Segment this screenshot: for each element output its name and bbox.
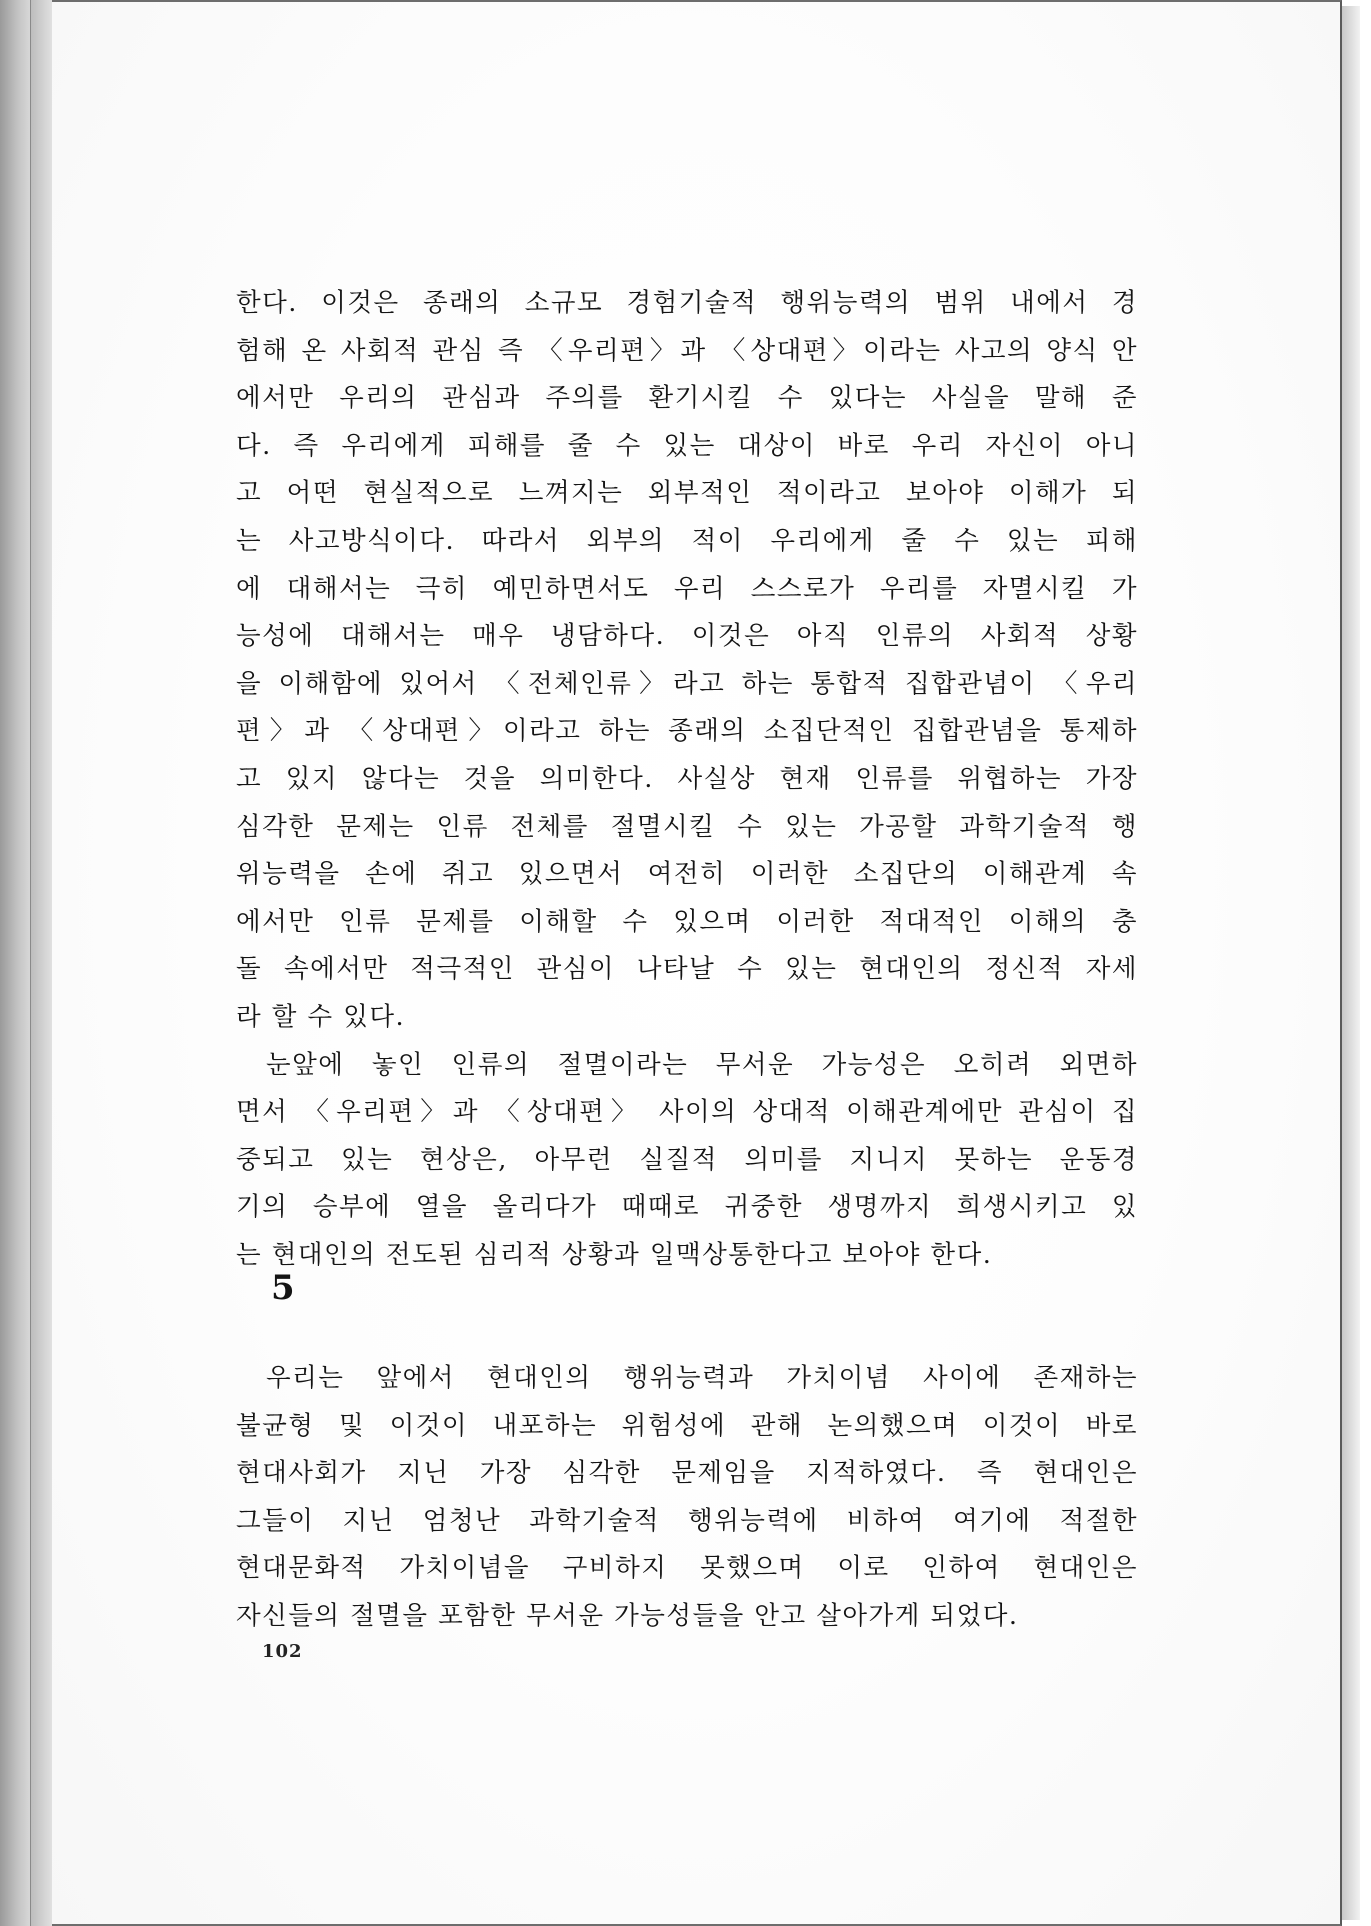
text-line: 현대사회가 지닌 가장 심각한 문제임을 지적하였다. 즉 현대인은 bbox=[236, 1458, 1138, 1489]
section-number: 5 bbox=[271, 1268, 295, 1308]
text-line: 기의 승부에 열을 올리다가 때때로 귀중한 생명까지 희생시키고 있 bbox=[236, 1192, 1138, 1223]
text-line: 돌 속에서만 적극적인 관심이 나타날 수 있는 현대인의 정신적 자세 bbox=[236, 954, 1138, 985]
page-number: 102 bbox=[262, 1641, 303, 1662]
text-line: 눈앞에 놓인 인류의 절멸이라는 무서운 가능성은 오히려 외면하 bbox=[266, 1049, 1138, 1080]
text-line: 그들이 지닌 엄청난 과학기술적 행위능력에 비하여 여기에 적절한 bbox=[236, 1505, 1138, 1536]
text-line: 고 있지 않다는 것을 의미한다. 사실상 현재 인류를 위협하는 가장 bbox=[236, 763, 1138, 794]
text-line: 우리는 앞에서 현대인의 행위능력과 가치이념 사이에 존재하는 bbox=[266, 1363, 1138, 1393]
page-edge-shadow bbox=[1342, 6, 1360, 1920]
body-text-top bbox=[236, 280, 1138, 1279]
text-line: 자신들의 절멸을 포함한 무서운 가능성들을 안고 살아가게 되었다. bbox=[236, 1600, 1019, 1631]
text-line: 는 현대인의 전도된 심리적 상황과 일맥상통한다고 보아야 한다. bbox=[236, 1239, 993, 1270]
text-line: 현대문화적 가치이념을 구비하지 못했으며 이로 인하여 현대인은 bbox=[236, 1553, 1138, 1584]
text-line: 심각한 문제는 인류 전체를 절멸시킬 수 있는 가공할 과학기술적 행 bbox=[236, 811, 1138, 842]
spine-edge bbox=[30, 0, 53, 1926]
body-text-bottom bbox=[236, 1355, 1138, 1641]
text-line: 불균형 및 이것이 내포하는 위험성에 관해 논의했으며 이것이 바로 bbox=[236, 1410, 1138, 1441]
text-line: 에서만 인류 문제를 이해할 수 있으며 이러한 적대적인 이해의 충 bbox=[236, 906, 1138, 937]
text-line: 위능력을 손에 쥐고 있으면서 여전히 이러한 소집단의 이해관계 속 bbox=[236, 859, 1138, 890]
text-line: 고 어떤 현실적으로 느껴지는 외부적인 적이라고 보아야 이해가 되 bbox=[236, 478, 1138, 509]
text-line: 편〉과 〈상대편〉이라고 하는 종래의 소집단적인 집합관념을 통제하 bbox=[236, 716, 1138, 747]
text-line: 에 대해서는 극히 예민하면서도 우리 스스로가 우리를 자멸시킬 가 bbox=[236, 573, 1138, 604]
text-line: 에서만 우리의 관심과 주의를 환기시킬 수 있다는 사실을 말해 준 bbox=[236, 383, 1138, 414]
text-line: 험해 온 사회적 관심 즉 〈우리편〉과 〈상대편〉이라는 사고의 양식 안 bbox=[236, 335, 1138, 366]
text-line: 는 사고방식이다. 따라서 외부의 적이 우리에게 줄 수 있는 피해 bbox=[236, 525, 1138, 556]
text-line: 중되고 있는 현상은, 아무런 실질적 의미를 지니지 못하는 운동경 bbox=[236, 1144, 1138, 1175]
text-line: 능성에 대해서는 매우 냉담하다. 이것은 아직 인류의 사회적 상황 bbox=[236, 621, 1138, 652]
text-line: 을 이해함에 있어서 〈전체인류〉라고 하는 통합적 집합관념이 〈우리 bbox=[236, 668, 1138, 699]
text-line: 한다. 이것은 종래의 소규모 경험기술적 행위능력의 범위 내에서 경 bbox=[236, 288, 1138, 318]
text-line: 다. 즉 우리에게 피해를 줄 수 있는 대상이 바로 우리 자신이 아니 bbox=[236, 430, 1138, 461]
text-line: 면서 〈우리편〉과 〈상대편〉 사이의 상대적 이해관계에만 관심이 집 bbox=[236, 1097, 1138, 1128]
text-line: 라 할 수 있다. bbox=[236, 1001, 406, 1032]
